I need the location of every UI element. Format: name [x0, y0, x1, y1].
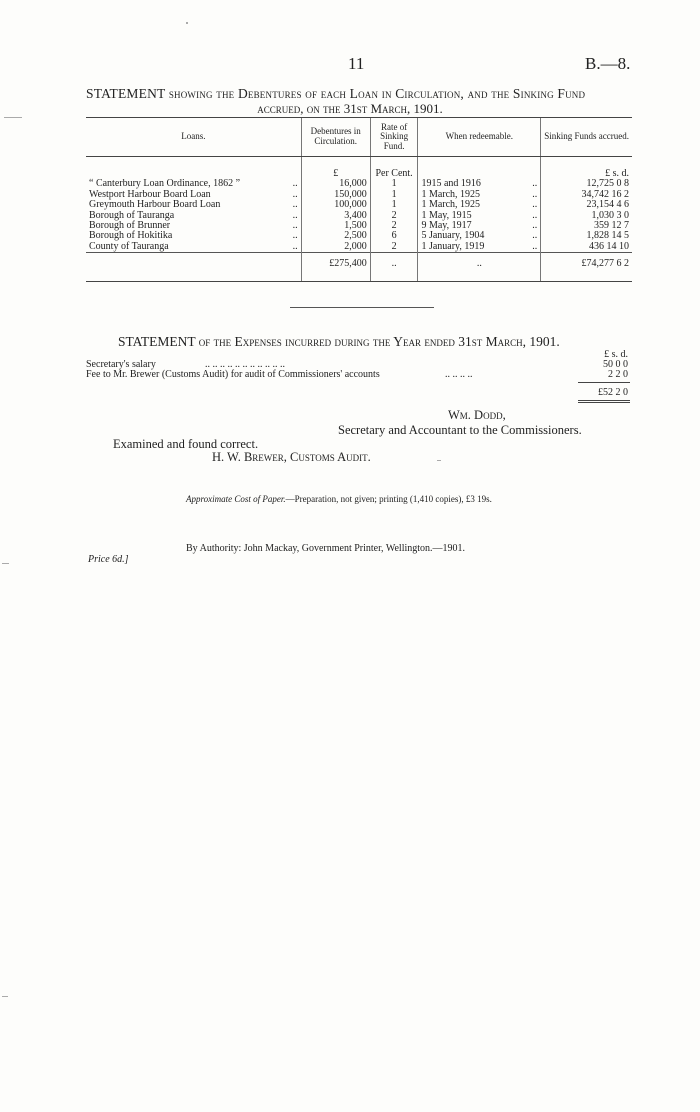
leader-dots: .. .. .. .. .. .. .. .. .. .. .. — [205, 359, 285, 370]
page-number: 11 — [348, 54, 365, 73]
redeemable-value: 5 January, 1904 — [418, 231, 521, 241]
scan-speck — [4, 117, 22, 118]
expenses-total: £52 2 0 — [598, 387, 628, 398]
unit-pounds: £ — [301, 157, 370, 180]
sinking-value: 359 12 7 — [541, 221, 632, 231]
leader-dots: .. — [532, 209, 538, 221]
redeemable-value: 1 January, 1919 — [418, 242, 521, 253]
approximate-cost-label: Approximate Cost of Paper. — [186, 494, 286, 504]
sinking-value: 12,725 0 8 — [541, 179, 632, 189]
auditor-name: H. W. Brewer, Customs Audit. — [212, 450, 371, 464]
leader-dots: .. — [532, 199, 538, 211]
loan-name: Borough of Brunner — [89, 220, 171, 232]
column-header-sinking: Sinking Funds accrued. — [541, 118, 632, 157]
document-reference: B.—8. — [585, 54, 631, 73]
scan-speck — [2, 996, 8, 997]
leader-dots: .. — [292, 178, 298, 190]
debentures-value: 100,000 — [301, 200, 370, 210]
unit-lsd: £ s. d. — [541, 157, 632, 180]
loans-table — [86, 117, 632, 282]
subtotal-rule — [578, 382, 630, 383]
expense-label: Secretary's salary — [86, 359, 156, 370]
section-divider — [290, 307, 434, 308]
total-double-rule — [578, 400, 630, 403]
loan-name: Borough of Tauranga — [89, 209, 175, 221]
sinking-value: 436 14 10 — [541, 242, 632, 253]
column-header-loans: Loans. — [86, 118, 301, 157]
statement-title-text: showing the Debentures of each Loan in Circulation, and the Sinking Fund — [168, 86, 586, 101]
debentures-value: 16,000 — [301, 179, 370, 189]
expense-label: Fee to Mr. Brewer (Customs Audit) for audit of Commissioners' accounts — [86, 369, 380, 380]
expenses-title-text: of the Expenses incurred during the Year ended 31st March, 1901. — [198, 334, 560, 349]
printer-authority: By Authority: John Mackay, Government Printer, Wellington.—1901. — [186, 543, 466, 554]
expenses-title — [118, 334, 560, 350]
rate-value: 2 — [370, 211, 418, 221]
rate-value: 6 — [370, 231, 418, 241]
total-sinking: £74,277 6 2 — [541, 253, 632, 282]
statement-title — [86, 86, 646, 102]
debentures-value: 2,500 — [301, 231, 370, 241]
redeemable-value: 9 May, 1917 — [418, 221, 521, 231]
expenses-unit-header: £ s. d. — [604, 349, 628, 360]
sinking-value: 1,828 14 5 — [541, 231, 632, 241]
leader-dots: .. — [292, 199, 298, 211]
scan-speck — [2, 563, 9, 564]
rate-value: 1 — [370, 190, 418, 200]
loan-name: Westport Harbour Board Loan — [89, 188, 211, 200]
column-header-debentures: Debentures in Circulation. — [301, 118, 370, 157]
debentures-value: 2,000 — [301, 242, 370, 253]
statement-title-prefix: STATEMENT — [86, 86, 166, 101]
loan-name: Greymouth Harbour Board Loan — [89, 199, 221, 211]
rate-value: 2 — [370, 221, 418, 231]
column-header-rate: Rate of Sinking Fund. — [370, 118, 418, 157]
debentures-value: 150,000 — [301, 190, 370, 200]
expenses-title-prefix: STATEMENT — [118, 334, 196, 349]
approximate-cost — [186, 494, 492, 504]
leader-dots: .. — [292, 240, 298, 252]
examination-note: Examined and found correct. — [113, 437, 259, 451]
rate-value: 2 — [370, 242, 418, 253]
expense-amount: 50 0 0 — [603, 359, 628, 370]
units-row — [86, 157, 632, 180]
leader-dots: .. — [292, 220, 298, 232]
leader-dots: .. — [292, 209, 298, 221]
debentures-value: 3,400 — [301, 211, 370, 221]
leader-dots: .. — [532, 188, 538, 200]
total-redeemable: .. — [418, 253, 541, 282]
loan-name: “ Canterbury Loan Ordinance, 1862 ” — [89, 178, 241, 190]
approximate-cost-text: —Preparation, not given; printing (1,410 copies), £3 19s. — [285, 494, 492, 504]
signatory-name: Wm. Dodd, — [448, 408, 506, 422]
redeemable-value: 1 March, 1925 — [418, 190, 521, 200]
redeemable-value: 1 March, 1925 — [418, 200, 521, 210]
statement-subtitle: accrued, on the 31st March, 1901. — [257, 101, 443, 116]
unit-percent: Per Cent. — [370, 157, 418, 180]
signatory-title: Secretary and Accountant to the Commissioners. — [338, 423, 582, 437]
loan-name: Borough of Hokitika — [89, 230, 173, 242]
redeemable-value: 1 May, 1915 — [418, 211, 521, 221]
sinking-value: 1,030 3 0 — [541, 211, 632, 221]
total-rate: .. — [370, 253, 418, 282]
leader-dots: .. — [532, 178, 538, 190]
table-row — [86, 242, 632, 253]
scan-speck — [186, 22, 188, 24]
redeemable-value: 1915 and 1916 — [418, 179, 521, 189]
debentures-value: 1,500 — [301, 221, 370, 231]
rate-value: 1 — [370, 179, 418, 189]
leader-dots: .. — [292, 188, 298, 200]
scan-speck — [437, 460, 441, 461]
leader-dots: .. — [532, 220, 538, 232]
table-header-row — [86, 118, 632, 157]
total-debentures: £275,400 — [301, 253, 370, 282]
leader-dots: .. — [532, 230, 538, 242]
price: Price 6d.] — [88, 554, 129, 565]
leader-dots: .. .. .. .. — [445, 369, 473, 380]
loan-name: County of Tauranga — [89, 240, 169, 252]
sinking-value: 23,154 4 6 — [541, 200, 632, 210]
leader-dots: .. — [532, 240, 538, 252]
sinking-value: 34,742 16 2 — [541, 190, 632, 200]
rate-value: 1 — [370, 200, 418, 210]
expense-amount: 2 2 0 — [608, 369, 628, 380]
column-header-redeemable: When redeemable. — [418, 118, 541, 157]
leader-dots: .. — [292, 230, 298, 242]
totals-row — [86, 253, 632, 282]
